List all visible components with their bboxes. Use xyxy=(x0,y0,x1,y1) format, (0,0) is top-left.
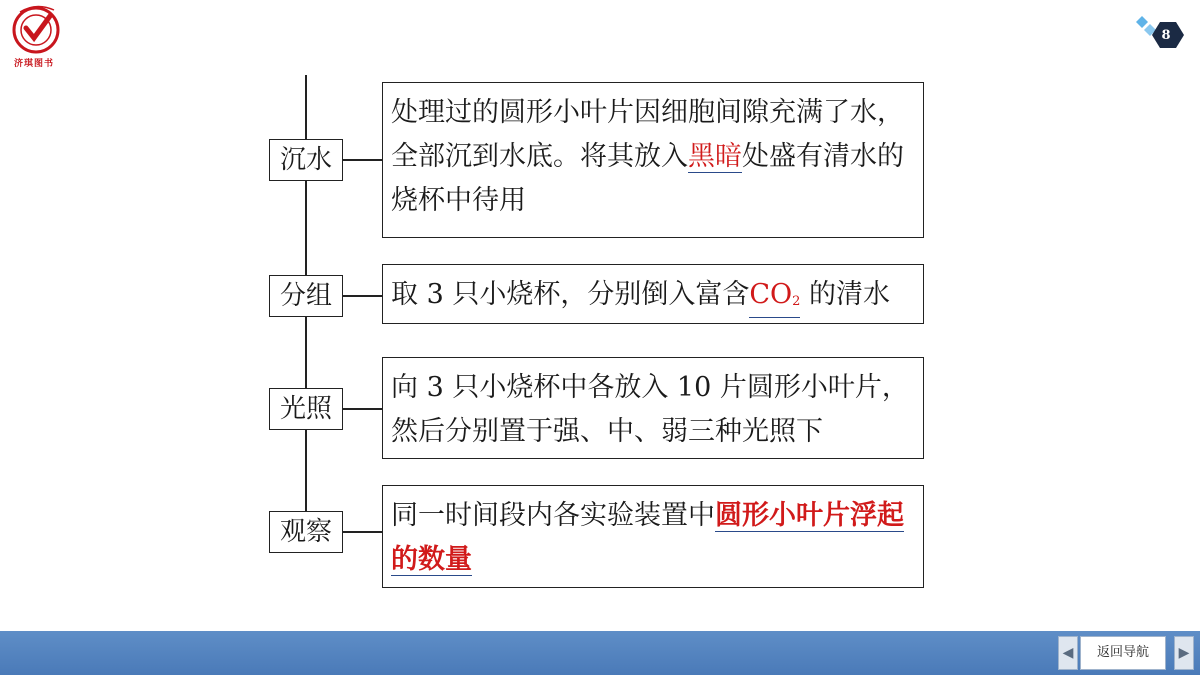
step-content-light xyxy=(382,357,924,459)
step-connector xyxy=(342,531,382,533)
answer-blank-leaf-count: 圆形小叶片浮起的数量 xyxy=(391,500,904,575)
step-text: 的清水 xyxy=(800,279,891,310)
step-content-observe xyxy=(382,485,924,588)
answer-co2-text: CO xyxy=(749,279,793,310)
step-text: 处盛有清水的烧杯中待用 xyxy=(391,141,904,216)
step-label-observe: 观察 xyxy=(269,511,343,553)
check-seal-logo-icon xyxy=(6,0,68,58)
step-text: 处理过的圆形小叶片因细胞间隙充满了水，全部沉到水底。将其放入 xyxy=(391,97,904,172)
page-number: 8 xyxy=(1161,28,1171,43)
back-to-nav-button[interactable]: 返回导航 xyxy=(1080,636,1166,670)
step-label-group: 分组 xyxy=(269,275,343,317)
next-slide-button[interactable] xyxy=(1174,636,1194,670)
step-text: 取 3 只小烧杯，分别倒入富含 xyxy=(391,279,750,310)
triangle-right-icon: ▶ xyxy=(1178,645,1190,661)
answer-blank-dark: 黑暗 xyxy=(688,141,742,172)
answer-blank-co2 xyxy=(749,280,800,318)
answer-co2-subscript: 2 xyxy=(792,294,801,309)
step-connector xyxy=(342,408,382,410)
prev-slide-button[interactable] xyxy=(1058,636,1078,670)
step-content-group xyxy=(382,264,924,324)
step-content-sink xyxy=(382,82,924,238)
step-label-sink: 沉水 xyxy=(269,139,343,181)
brand-logo-text: 济琪图书 xyxy=(13,59,54,69)
step-text: 向 3 只小烧杯中各放入 10 片圆形小叶片，然后分别置于强、中、弱三种光照下 xyxy=(391,372,909,447)
bottom-nav-bar xyxy=(0,631,1200,675)
step-connector xyxy=(342,159,382,161)
step-text: 同一时间段内各实验装置中 xyxy=(391,500,715,531)
step-label-light: 光照 xyxy=(269,388,343,430)
step-connector xyxy=(342,295,382,297)
triangle-left-icon: ◀ xyxy=(1062,645,1074,661)
